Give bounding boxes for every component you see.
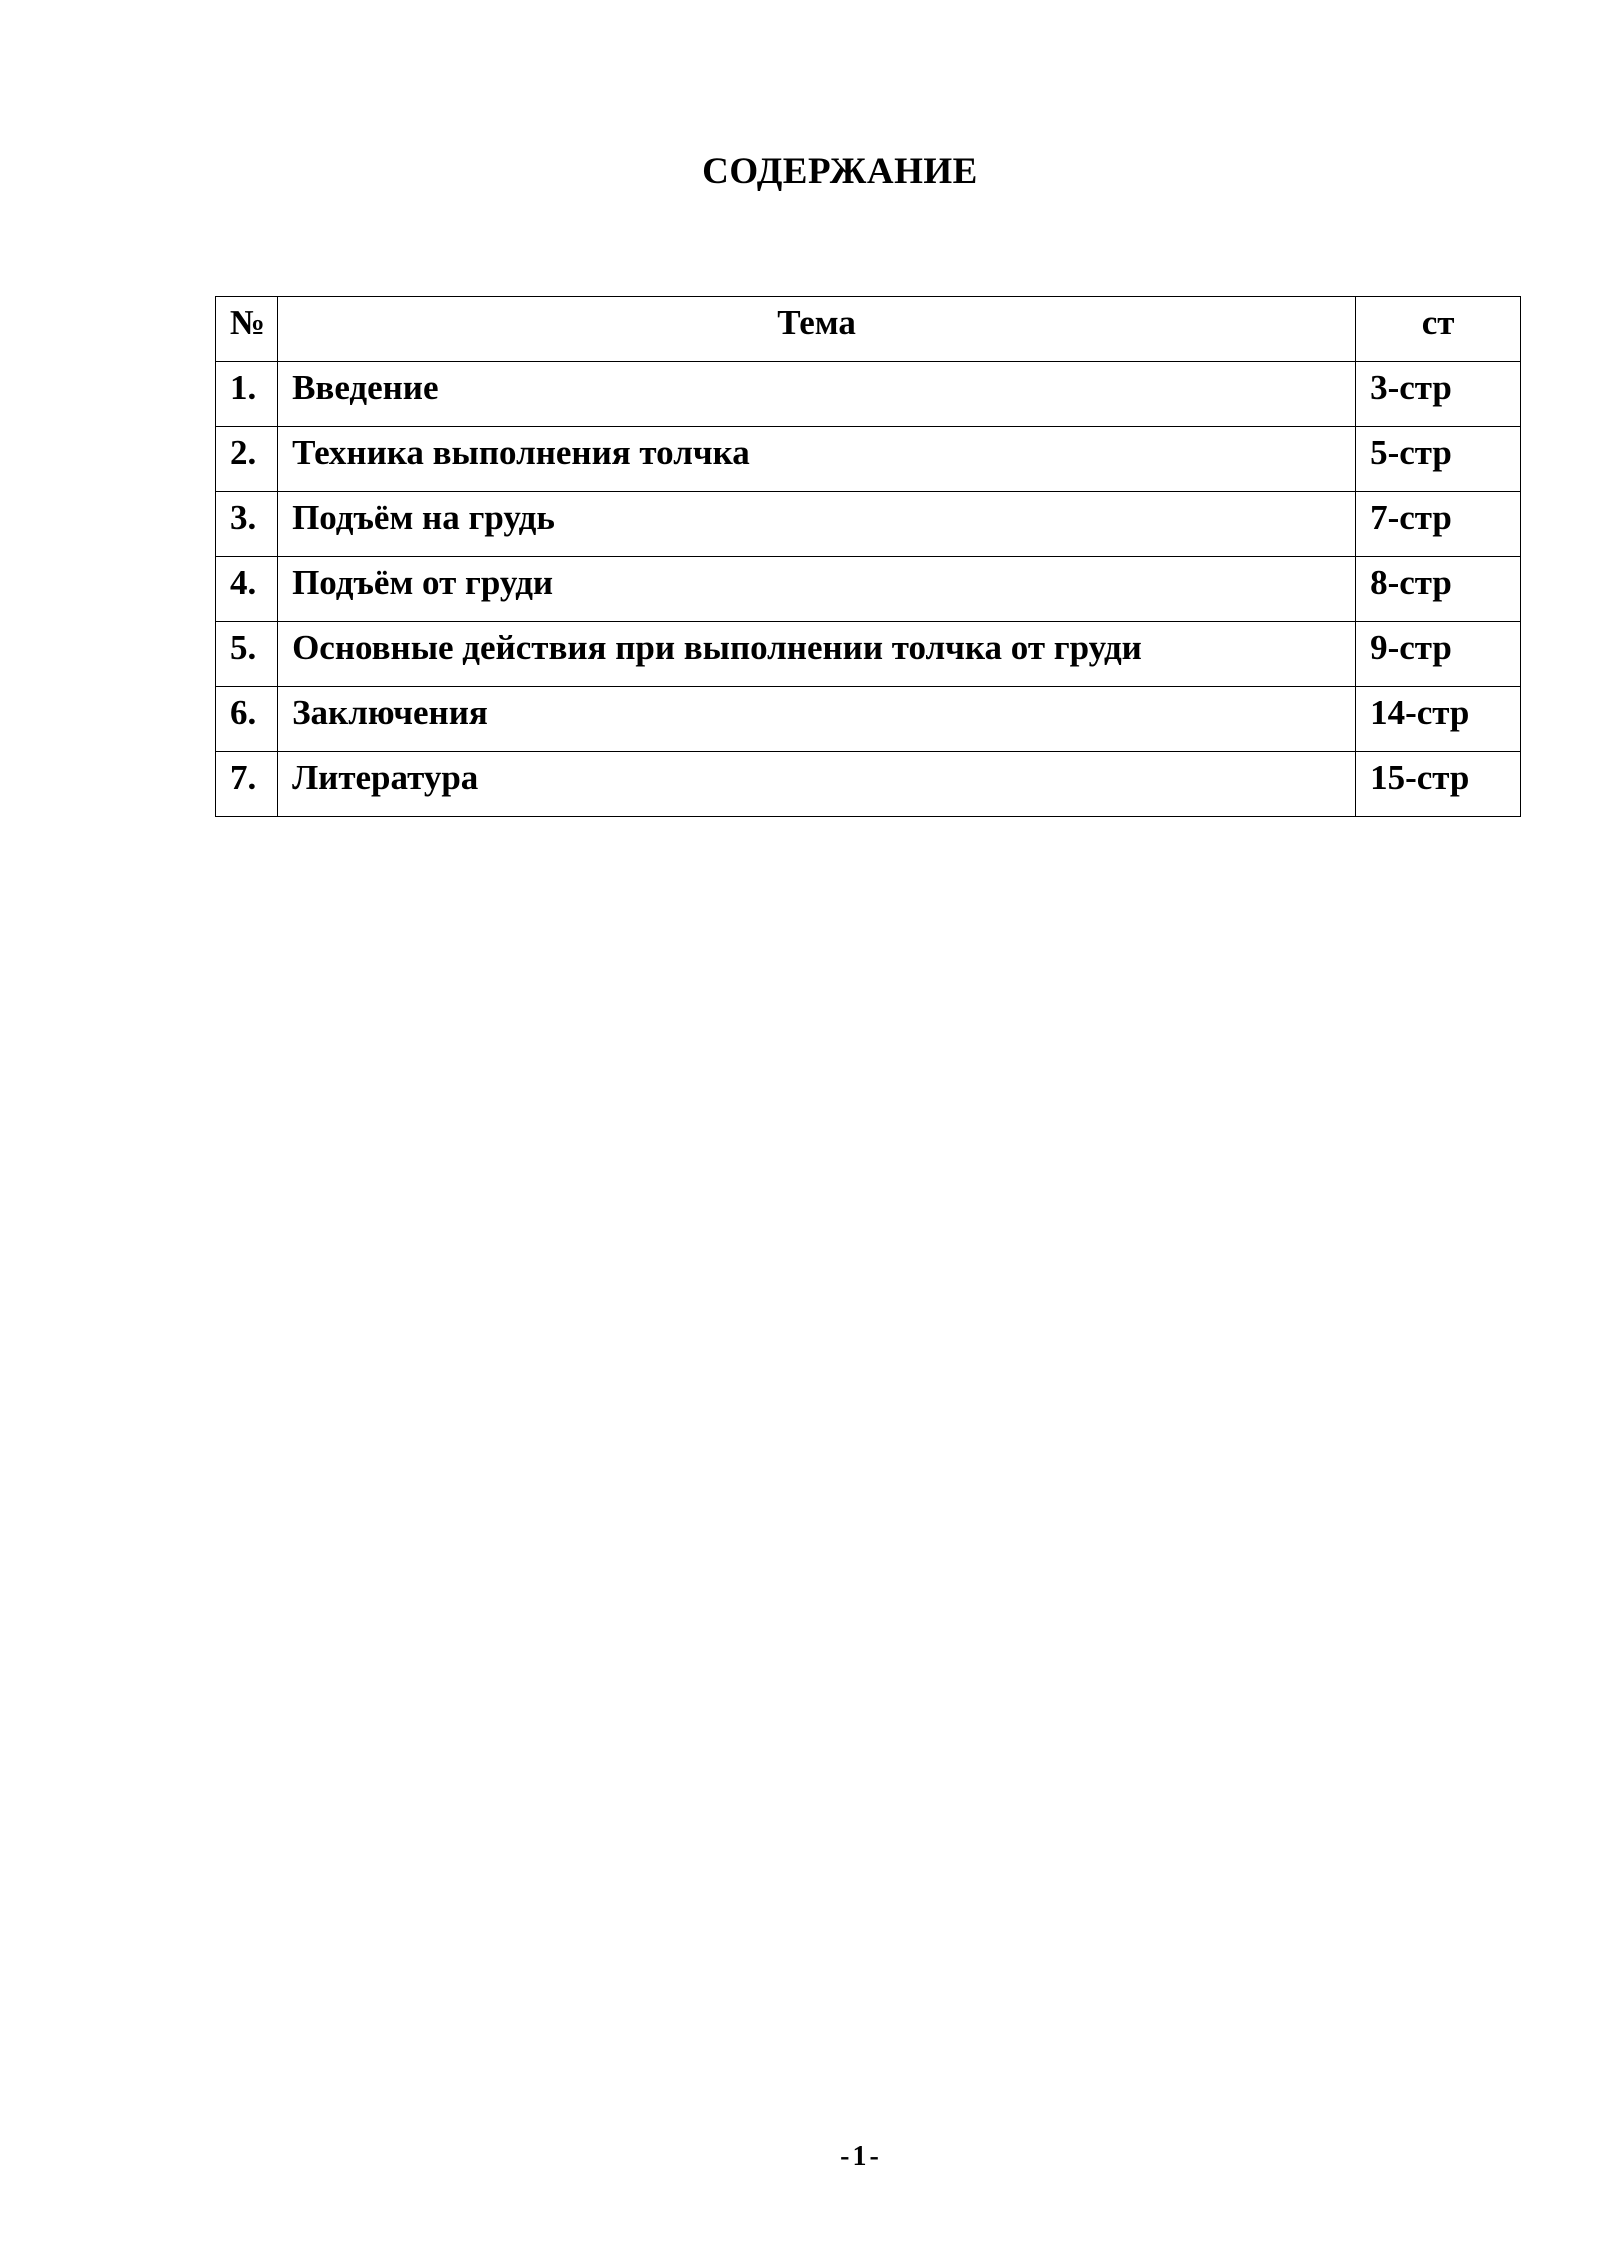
contents-table <box>215 296 1521 817</box>
row-page: 7-стр <box>1356 492 1521 557</box>
header-topic: Тема <box>278 297 1356 362</box>
table-row <box>216 362 1521 427</box>
row-number: 4. <box>216 557 278 622</box>
row-topic: Основные действия при выполнении толчка от груди <box>278 622 1356 687</box>
row-page: 14-стр <box>1356 687 1521 752</box>
row-number: 3. <box>216 492 278 557</box>
table-row <box>216 492 1521 557</box>
row-number: 2. <box>216 427 278 492</box>
header-page: ст <box>1356 297 1521 362</box>
page-number: -1- <box>840 2141 882 2172</box>
page-title: СОДЕРЖАНИЕ <box>702 151 978 192</box>
row-number: 1. <box>216 362 278 427</box>
row-page: 5-стр <box>1356 427 1521 492</box>
row-page: 3-стр <box>1356 362 1521 427</box>
row-page: 9-стр <box>1356 622 1521 687</box>
row-number: 5. <box>216 622 278 687</box>
table-header-row <box>216 297 1521 362</box>
row-page: 8-стр <box>1356 557 1521 622</box>
header-number: № <box>216 297 278 362</box>
table-row <box>216 427 1521 492</box>
row-page: 15-стр <box>1356 752 1521 817</box>
table-row <box>216 557 1521 622</box>
row-topic: Литература <box>278 752 1356 817</box>
table-row <box>216 752 1521 817</box>
row-number: 7. <box>216 752 278 817</box>
table-row <box>216 622 1521 687</box>
row-topic: Подъём на грудь <box>278 492 1356 557</box>
row-topic: Техника выполнения толчка <box>278 427 1356 492</box>
table-row <box>216 687 1521 752</box>
row-topic: Введение <box>278 362 1356 427</box>
row-topic: Подъём от груди <box>278 557 1356 622</box>
row-topic: Заключения <box>278 687 1356 752</box>
row-number: 6. <box>216 687 278 752</box>
